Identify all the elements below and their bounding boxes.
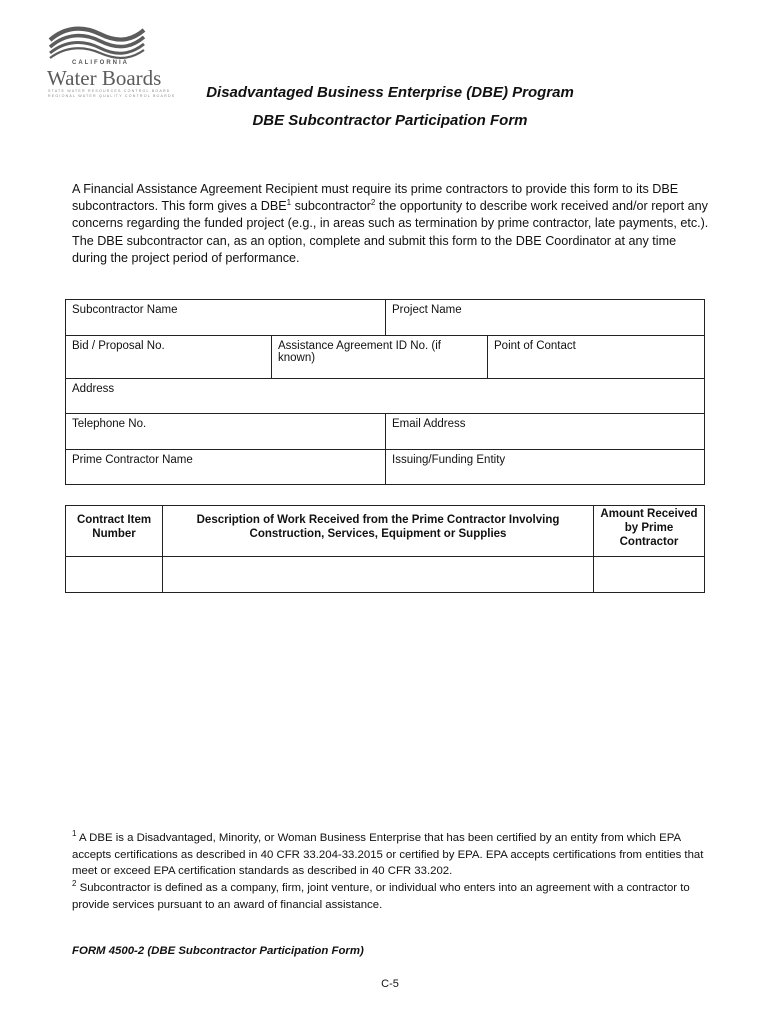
issuing-funding-entity-label: Issuing/Funding Entity: [392, 454, 506, 466]
info-row-4: [66, 414, 704, 450]
wave-logo-icon: [44, 22, 154, 62]
prime-contractor-name-label: Prime Contractor Name: [72, 454, 193, 466]
amount-header-line-2: by Prime: [624, 522, 674, 534]
work-table-header: [66, 506, 704, 557]
document-title: Disadvantaged Business Enterprise (DBE) Program: [206, 84, 574, 101]
info-row-1: [66, 300, 704, 336]
intro-text-3: the opportunity to describe work received and/or report any concerns regarding the funded project (e.g., in areas such as termination by prime contractor, late payments, etc.). The DBE subcontractor can, as an option, complete and submit this form to the DBE Coordinator at any time during the project period of performance.: [72, 199, 709, 265]
subcontractor-info-table: [65, 299, 705, 485]
logo-subtitle-1: STATE WATER RESOURCES CONTROL BOARD: [48, 89, 171, 93]
page-number: C-5: [381, 978, 399, 990]
amount-received-input[interactable]: [594, 557, 704, 592]
info-row-3: [66, 379, 704, 414]
telephone-no-label: Telephone No.: [72, 418, 147, 430]
info-row-2: [66, 336, 704, 379]
contract-item-number-input[interactable]: [66, 557, 163, 592]
address-field[interactable]: [66, 379, 704, 413]
contract-item-header-line-1: Contract Item: [76, 514, 152, 526]
work-table-row: [66, 557, 704, 592]
project-name-field[interactable]: [386, 300, 704, 335]
assistance-agreement-id-label: Assistance Agreement ID No. (if known): [278, 340, 441, 364]
intro-text-1: A Financial Assistance Agreement Recipient must require its prime contractors to provide this form to its DBE subcontractors. This form gives a DBE: [72, 182, 679, 214]
intro-footnote-ref-1: 1: [286, 198, 292, 208]
description-of-work-header: [163, 506, 594, 556]
point-of-contact-field[interactable]: [488, 336, 704, 378]
footnotes: [72, 830, 712, 914]
document-subtitle: DBE Subcontractor Participation Form: [252, 112, 528, 129]
footnote-2: [72, 880, 712, 913]
email-address-label: Email Address: [392, 418, 466, 430]
footnote-2-text: Subcontractor is defined as a company, firm, joint venture, or individual who enters into an agreement with a contractor to provide services pursuant to an award of financial assistance.: [72, 882, 690, 911]
work-received-table: [65, 505, 705, 593]
address-label: Address: [72, 383, 115, 395]
intro-footnote-ref-2: 2: [370, 198, 376, 208]
prime-contractor-name-field[interactable]: [66, 450, 386, 484]
footnote-1-marker: 1: [72, 829, 77, 839]
contract-item-number-header: [66, 506, 163, 556]
point-of-contact-label: Point of Contact: [494, 340, 576, 352]
subcontractor-name-label: Subcontractor Name: [72, 304, 178, 316]
issuing-funding-entity-field[interactable]: [386, 450, 704, 484]
telephone-no-field[interactable]: [66, 414, 386, 449]
info-row-5: [66, 450, 704, 484]
bid-proposal-no-label: Bid / Proposal No.: [72, 340, 165, 352]
amount-header-line-3: Contractor: [619, 536, 679, 548]
footnote-1-text: A DBE is a Disadvantaged, Minority, or Woman Business Enterprise that has been certified by an entity from which EPA accepts certifications as described in 40 CFR 33.204-33.2015 or certified by EPA. EPA accepts certifications from entities that meet or exceed EPA certification standards as described in 40 CFR 33.202.: [72, 832, 704, 878]
description-of-work-input[interactable]: [163, 557, 594, 592]
contract-item-header-line-2: Number: [92, 528, 136, 540]
description-header-line-1: Description of Work Received from the Prime Contractor Involving: [196, 514, 560, 526]
intro-paragraph: [72, 181, 712, 267]
form-number-label: FORM 4500-2 (DBE Subcontractor Participation Form): [72, 945, 364, 957]
footnote-2-marker: 2: [72, 879, 77, 889]
assistance-agreement-id-field[interactable]: [272, 336, 488, 378]
bid-proposal-no-field[interactable]: [66, 336, 272, 378]
email-address-field[interactable]: [386, 414, 704, 449]
logo-state-text: CALIFORNIA: [72, 60, 129, 66]
subcontractor-name-field[interactable]: [66, 300, 386, 335]
logo-subtitle-2: REGIONAL WATER QUALITY CONTROL BOARDS: [48, 94, 176, 98]
amount-received-header: [594, 506, 704, 556]
logo-name-text: Water Boards: [47, 66, 162, 90]
project-name-label: Project Name: [392, 304, 462, 316]
description-header-line-2: Construction, Services, Equipment or Supplies: [249, 528, 507, 540]
amount-header-line-1: Amount Received: [600, 508, 698, 520]
intro-text-2: subcontractor: [291, 199, 371, 214]
footnote-1: [72, 830, 712, 880]
